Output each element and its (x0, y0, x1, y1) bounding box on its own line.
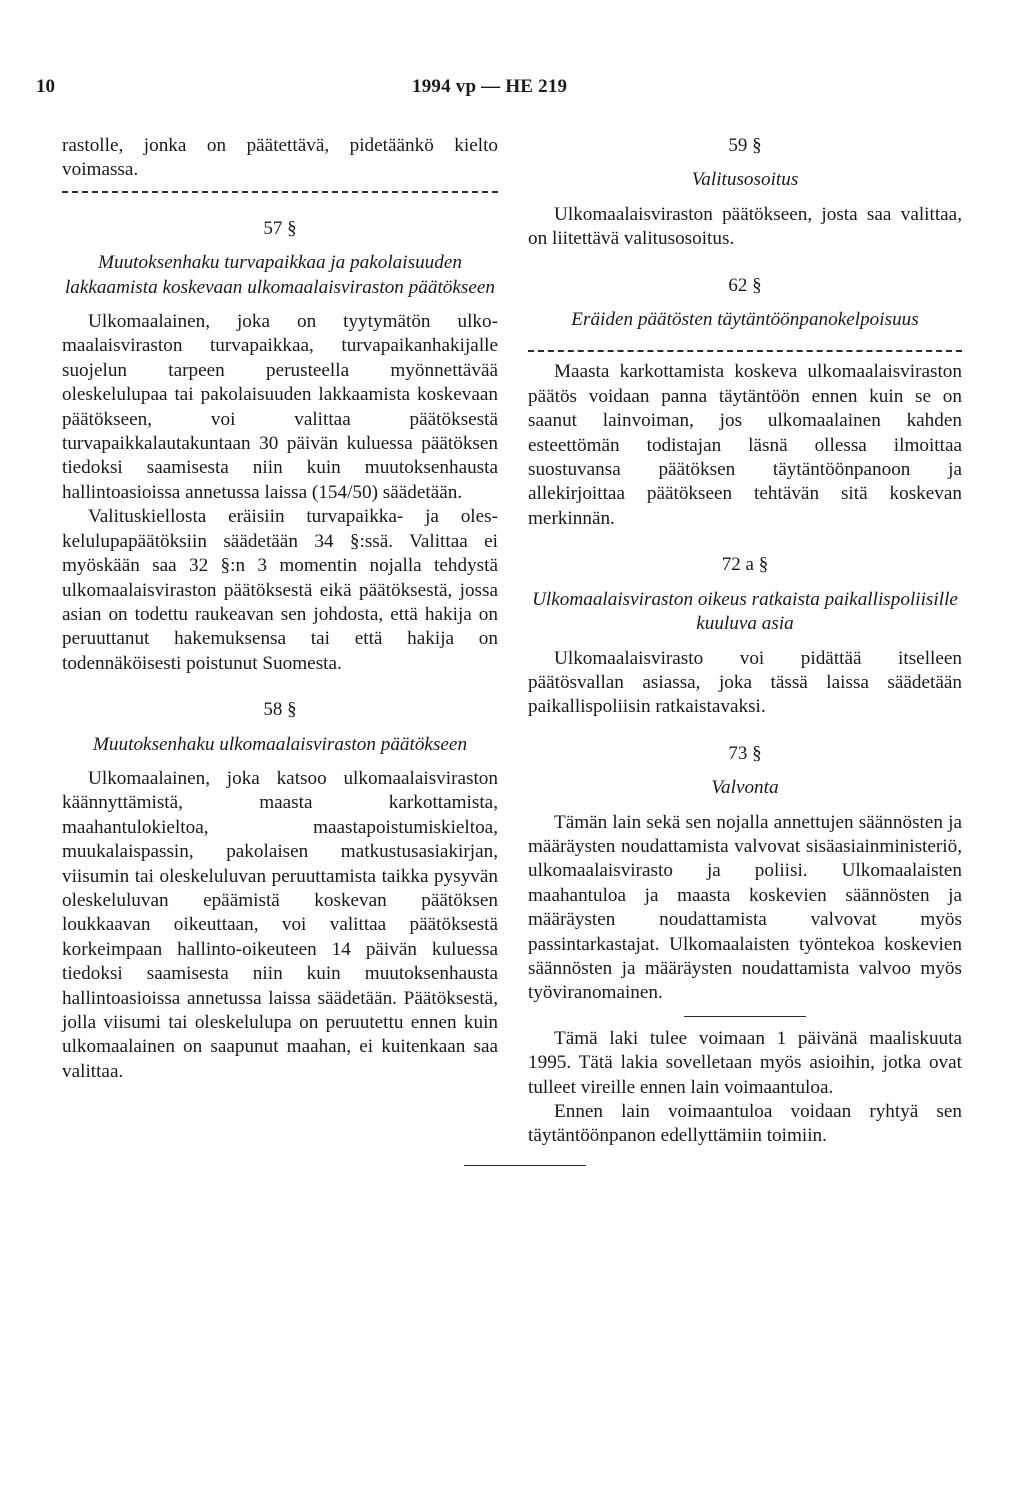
section-72a-para-1: Ulkomaalaisvirasto voi pidättää itselleen päätösvallan asiassa, joka tässä laissa säädetään paikallispoliisin ratkaistavaksi. (528, 647, 962, 718)
section-58-number: 58 § (263, 699, 297, 721)
section-59-title: Valitusosoitus (691, 169, 799, 191)
section-62-title: Eräiden päätösten täytäntöönpanokelpoisuus (571, 309, 919, 331)
section-62-para-1: Maasta karkottamista koskeva ulkomaalaisviraston päätös voidaan panna täytäntöön ennen kuin se on saanut lainvoiman, jos ulkomaalainen kahden esteettömän todistajan läsnä ollessa ilmoittaa suostuvansa päätöksen täytäntöönpanoon ja allekirjoittaa päätökseen tehtävän sitä koskevan merkinnän. (528, 361, 962, 529)
section-72a-number: 72 a § (721, 554, 769, 576)
section-59-para-1: Ulkomaalaisviraston päätökseen, josta saa valittaa, on liitettävä valitusosoitus. (528, 203, 962, 250)
section-62-number: 62 § (728, 274, 762, 296)
intro-text: rastolle, jonka on päätettävä, pidetäänkö kielto voimassa. (62, 135, 498, 181)
section-73-title: Valvonta (711, 777, 779, 799)
page-number: 10 (36, 76, 55, 97)
section-58-title: Muutoksenhaku ulkomaalaisviraston päätökseen (92, 733, 468, 755)
right-column (528, 134, 962, 1166)
section-59-number: 59 § (728, 135, 762, 156)
running-head: 1994 vp — HE 219 (412, 76, 568, 97)
end-rule (464, 1165, 586, 1166)
page-header (0, 76, 1024, 104)
entry-into-force-para-1: Tämä laki tulee voimaan 1 päivänä maaliskuuta 1995. Tätä lakia sovelletaan myös asioihin, jotka ovat tulleet vireille ennen lain voimaantuloa. (528, 1027, 962, 1098)
section-58-para-1: Ulkomaalainen, joka katsoo ulkomaalaisviraston käännyttämistä, maasta karkottamista, maahantulokieltoa, maastapoistumiskieltoa, muukalaispassin, pakolaisen matkustusasiakirjan, viisumin tai oleskeluluvan peruuttamista taikka pysyvän oleskeluluvan epäämistä koskevan päätöksen loukkaavan oikeuttaan, voi valittaa päätöksestä korkeimpaan hallinto-oikeuteen 14 päivän kuluessa tiedoksi saamisesta niin kuin muutoksenhausta hallintoasioissa annetussa laissa säädetään. Päätöksestä, jolla viisumi tai oleskelulupa on peruutettu ennen kuin ulkomaalainen on saapunut maahan, ei kuitenkaan saa valittaa. (62, 767, 498, 1082)
left-column (62, 134, 498, 1084)
section-57-number: 57 § (263, 217, 297, 239)
entry-into-force-para-2: Ennen lain voimaantuloa voidaan ryhtyä sen täytäntöönpanon edellyttämiin toimiin. (528, 1101, 962, 1147)
section-73-para-1: Tämän lain sekä sen nojalla annettujen säännösten ja määräysten noudattamista valvovat sisäasiainministeriö, ulkomaalaisvirasto ja poliisi. Ulkomaalaisten maahantuloa ja maasta koskevien säännösten ja määräysten noudattamista valvovat myös passintarkastajat. Ulkomaalaisten työntekoa koskevien säännösten ja määräysten noudattamista valvoo myös työviranomainen. (528, 811, 962, 1004)
omission-dash-rule (528, 350, 962, 352)
omission-dash-rule (62, 191, 498, 193)
section-73-number: 73 § (728, 742, 762, 764)
section-57-para-2: Valituskiellosta eräisiin turvapaikka- ja oleskelulupapäätöksiin säädetään 34 §:ssä. Valittaa ei myöskään saa 32 §:n 3 momentin nojalla tehdystä ulkomaalaisviraston päätöksestä eikä päätöksestä, jossa asian on todettu raukeavan sen johdosta, että hakija on peruuttanut hakemuksensa tai että hakija on todennäköisesti poistunut Suomesta. (62, 506, 498, 674)
section-57-title: Muutoksenhaku turvapaikkaa ja pakolaisuuden lakkaamista koskevaan ulkomaalaisviraston päätökseen (64, 252, 496, 298)
section-72a-title: Ulkomaalaisviraston oikeus ratkaista paikallispoliisille kuuluva asia (532, 588, 958, 635)
section-57-para-1: Ulkomaalainen, joka on tyytymätön ulkomaalaisviraston turvapaikkaa, turvapaikanhakijalle suojelun tarpeen perusteella myönnettävää oleskelulupaa tai pakolaisuuden lakkaamista koskevaan päätökseen, voi valittaa päätöksestä turvapaikkalautakuntaan 30 päivän kuluessa päätöksen tiedoksi saamisesta niin kuin muutoksenhausta hallintoasioissa annetussa laissa (154/50) säädetään. (62, 311, 498, 503)
